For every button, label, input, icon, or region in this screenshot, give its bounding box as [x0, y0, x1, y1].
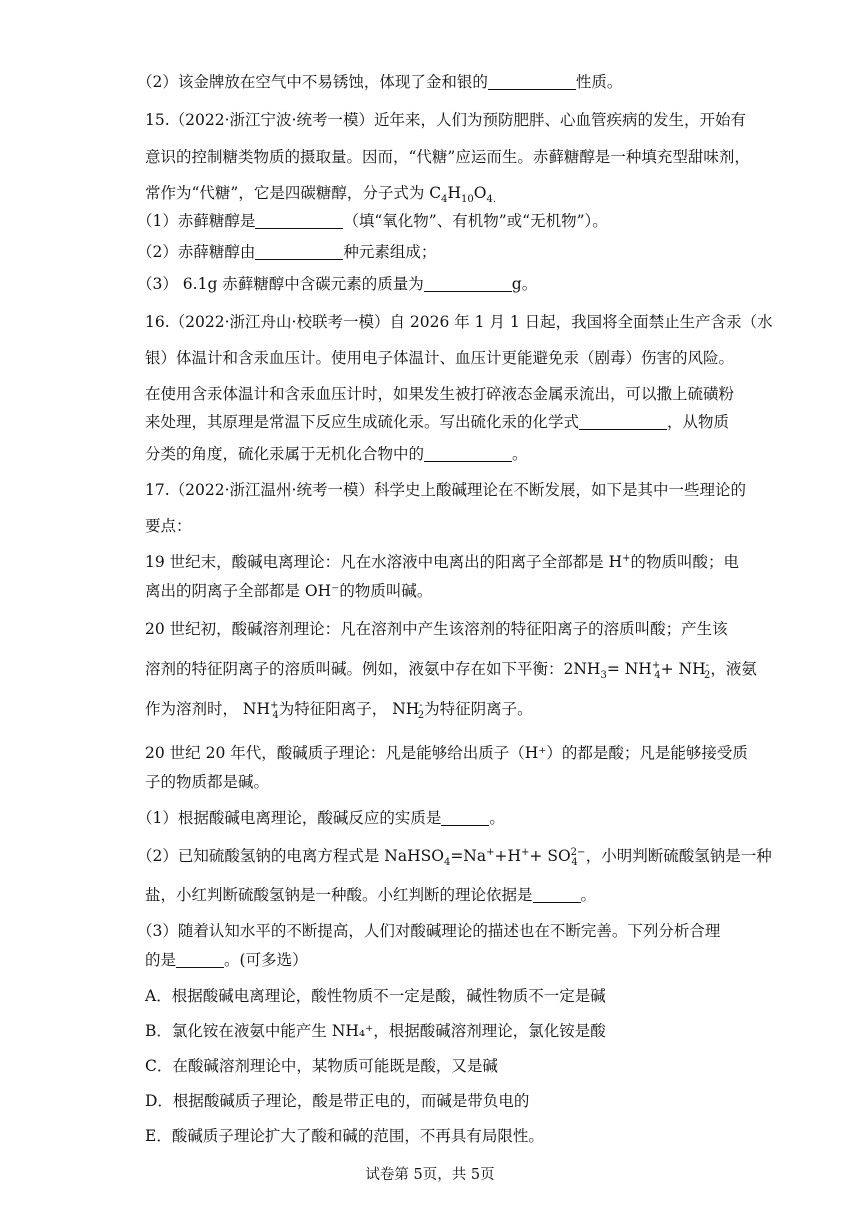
option-c[interactable]: C．在酸碱溶剂理论中，某物质可能既是酸，又是碱	[145, 1057, 498, 1075]
q16-stem-4	[145, 411, 730, 433]
q17-stem-4: 离出的阴离子全部都是 OH⁻的物质叫碱。	[145, 582, 433, 600]
text: ，小明判断硫酸氢钠是一种	[585, 847, 772, 865]
q17-stem-8: 20 世纪 20 年代，酸碱质子理论：凡是能够给出质子（H⁺）的都是酸；凡是能够接受质	[145, 744, 748, 762]
superscript: +	[486, 846, 495, 858]
text: 为特征阴离子。	[424, 700, 533, 718]
superscript: +	[521, 846, 530, 858]
page-footer: 试卷第 5页，共 5页	[365, 1167, 495, 1183]
subscript: 10	[461, 194, 474, 206]
q17-stem-1: 17.（2022·浙江温州·统考一模）科学史上酸碱理论在不断发展，如下是其中一些理论的	[145, 481, 746, 499]
text: + NH	[660, 660, 706, 678]
text: 常作为“代糖”，它是四碳糖醇，分子式为 C	[145, 184, 442, 202]
answer-blank[interactable]	[255, 242, 343, 260]
text: 的物质叫酸；电	[630, 553, 740, 571]
text: 作为溶剂时， NH	[145, 700, 271, 718]
option-e[interactable]: E．酸碱质子理论扩大了酸和碱的范围，不再具有局限性。	[145, 1127, 544, 1145]
text: +H	[494, 847, 522, 865]
answer-blank[interactable]	[579, 412, 667, 430]
text: + SO	[529, 847, 571, 865]
text: 19 世纪末，酸碱电离理论：凡在水溶液中电离出的阳离子全部都是 H	[145, 553, 623, 571]
text: = NH	[606, 660, 652, 678]
q15-stem-2: 意识的控制糖类物质的摄取量。因而，“代糖”应运而生。赤藓糖醇是一种填充型甜味剂，	[145, 148, 750, 166]
q15-sub3	[137, 273, 717, 295]
text: ，从物质	[667, 413, 730, 431]
q16-stem-1: 16.（2022·浙江舟山·校联考一模）自 2026 年 1 月 1 日起，我国将全面禁止生产含汞（水	[145, 313, 773, 331]
text: 。	[489, 809, 505, 827]
text: （3） 6.1g 赤藓糖醇中含碳元素的质量为	[137, 275, 424, 293]
superscript: +	[622, 552, 631, 564]
text: 。	[580, 886, 597, 904]
text: g。	[511, 275, 538, 293]
q16-stem-2: 银）体温计和含汞血压计。使用电子体温计、血压计更能避免汞（剧毒）伤害的风险。	[145, 349, 735, 367]
text: H	[447, 184, 462, 202]
answer-blank[interactable]	[424, 444, 512, 462]
answer-blank[interactable]	[441, 808, 489, 826]
q17-sub2-cont	[145, 884, 725, 906]
q17-sub3-2	[145, 949, 725, 971]
text: 为特征阳离子， NH	[278, 700, 420, 718]
subscript: 4	[272, 710, 279, 722]
answer-blank[interactable]	[533, 885, 581, 903]
text: 分类的角度，硫化汞属于无机化合物中的	[145, 445, 425, 463]
text: 。(可多选）	[224, 951, 308, 969]
answer-blank[interactable]	[488, 72, 576, 90]
subscript: 3	[600, 670, 607, 682]
q15-stem-1: 15.（2022·浙江宁波·统考一模）近年来，人们为预防肥胖、心血管疾病的发生，开始有	[145, 111, 746, 129]
text: 溶剂的特征阴离子的溶质叫碱。例如，液氨中存在如下平衡：2NH	[145, 660, 601, 678]
answer-blank[interactable]	[255, 211, 343, 229]
subscript: 4	[654, 670, 661, 682]
text: =Na	[450, 847, 487, 865]
text: 种元素组成；	[343, 243, 437, 261]
superscript: -	[705, 659, 709, 671]
text: 。	[512, 445, 528, 463]
text: （1）赤藓糖醇是	[137, 212, 256, 230]
text: （2）该金牌放在空气中不易锈蚀，体现了金和银的	[137, 73, 488, 91]
q15-stem-3	[145, 182, 725, 204]
answer-blank[interactable]	[176, 950, 224, 968]
text: O	[473, 184, 487, 202]
q14-sub2	[137, 71, 717, 93]
subscript: 4.	[486, 194, 497, 206]
superscript: +	[270, 699, 279, 711]
q17-stem-7	[145, 698, 725, 720]
subscript: 2	[703, 670, 711, 682]
option-b[interactable]: B．氯化铵在液氨中能产生 NH₄⁺，根据酸碱溶剂理论，氯化铵是酸	[145, 1022, 606, 1040]
text: 的是	[145, 951, 177, 969]
subscript: 4	[571, 857, 578, 869]
text: 盐，小红判断硫酸氢钠是一种酸。小红判断的理论依据是	[145, 886, 533, 904]
q16-stem-5	[145, 443, 725, 465]
q17-sub2	[137, 845, 772, 869]
q15-sub2	[137, 241, 717, 263]
option-a[interactable]: A．根据酸碱电离理论，酸性物质不一定是酸，碱性物质不一定是碱	[145, 987, 606, 1005]
q17-sub3-1: （3）随着认知水平的不断提高，人们对酸碱理论的描述也在不断完善。下列分析合理	[137, 922, 721, 940]
text: ，液氨	[710, 660, 757, 678]
q17-stem-2: 要点：	[145, 517, 192, 535]
q17-stem-5: 20 世纪初，酸碱溶剂理论：凡在溶剂中产生该溶剂的特征阳离子的溶质叫酸；产生该	[145, 620, 728, 638]
subscript: 4	[443, 857, 451, 869]
text: （填“氧化物”、有机物”或“无机物”）。	[343, 212, 608, 230]
text: （2）赤薛糖醇由	[137, 243, 256, 261]
option-d[interactable]: D．根据酸碱质子理论，酸是带正电的，而碱是带负电的	[145, 1092, 530, 1110]
text: 来处理，其原理是常温下反应生成硫化汞。写出硫化汞的化学式	[145, 413, 580, 431]
superscript: -	[419, 699, 423, 711]
q17-stem-9: 子的物质都是碱。	[145, 773, 270, 791]
q17-stem-6	[145, 658, 757, 682]
subscript: 2	[417, 710, 425, 722]
subscript: 4	[441, 194, 448, 206]
q17-stem-3	[145, 551, 740, 573]
superscript: +	[651, 659, 661, 671]
q15-sub1	[137, 210, 717, 232]
answer-blank[interactable]	[424, 274, 512, 292]
text: （2）已知硫酸氢钠的电离方程式是 NaHSO	[137, 847, 444, 865]
q16-stem-3: 在使用含汞体温计和含汞血压计时，如果发生被打碎液态金属汞流出，可以撒上硫磺粉	[145, 385, 735, 403]
text: 性质。	[575, 73, 623, 91]
q17-sub1	[137, 807, 717, 829]
superscript: 2−	[570, 846, 586, 858]
text: （1）根据酸碱电离理论，酸碱反应的实质是	[137, 809, 442, 827]
